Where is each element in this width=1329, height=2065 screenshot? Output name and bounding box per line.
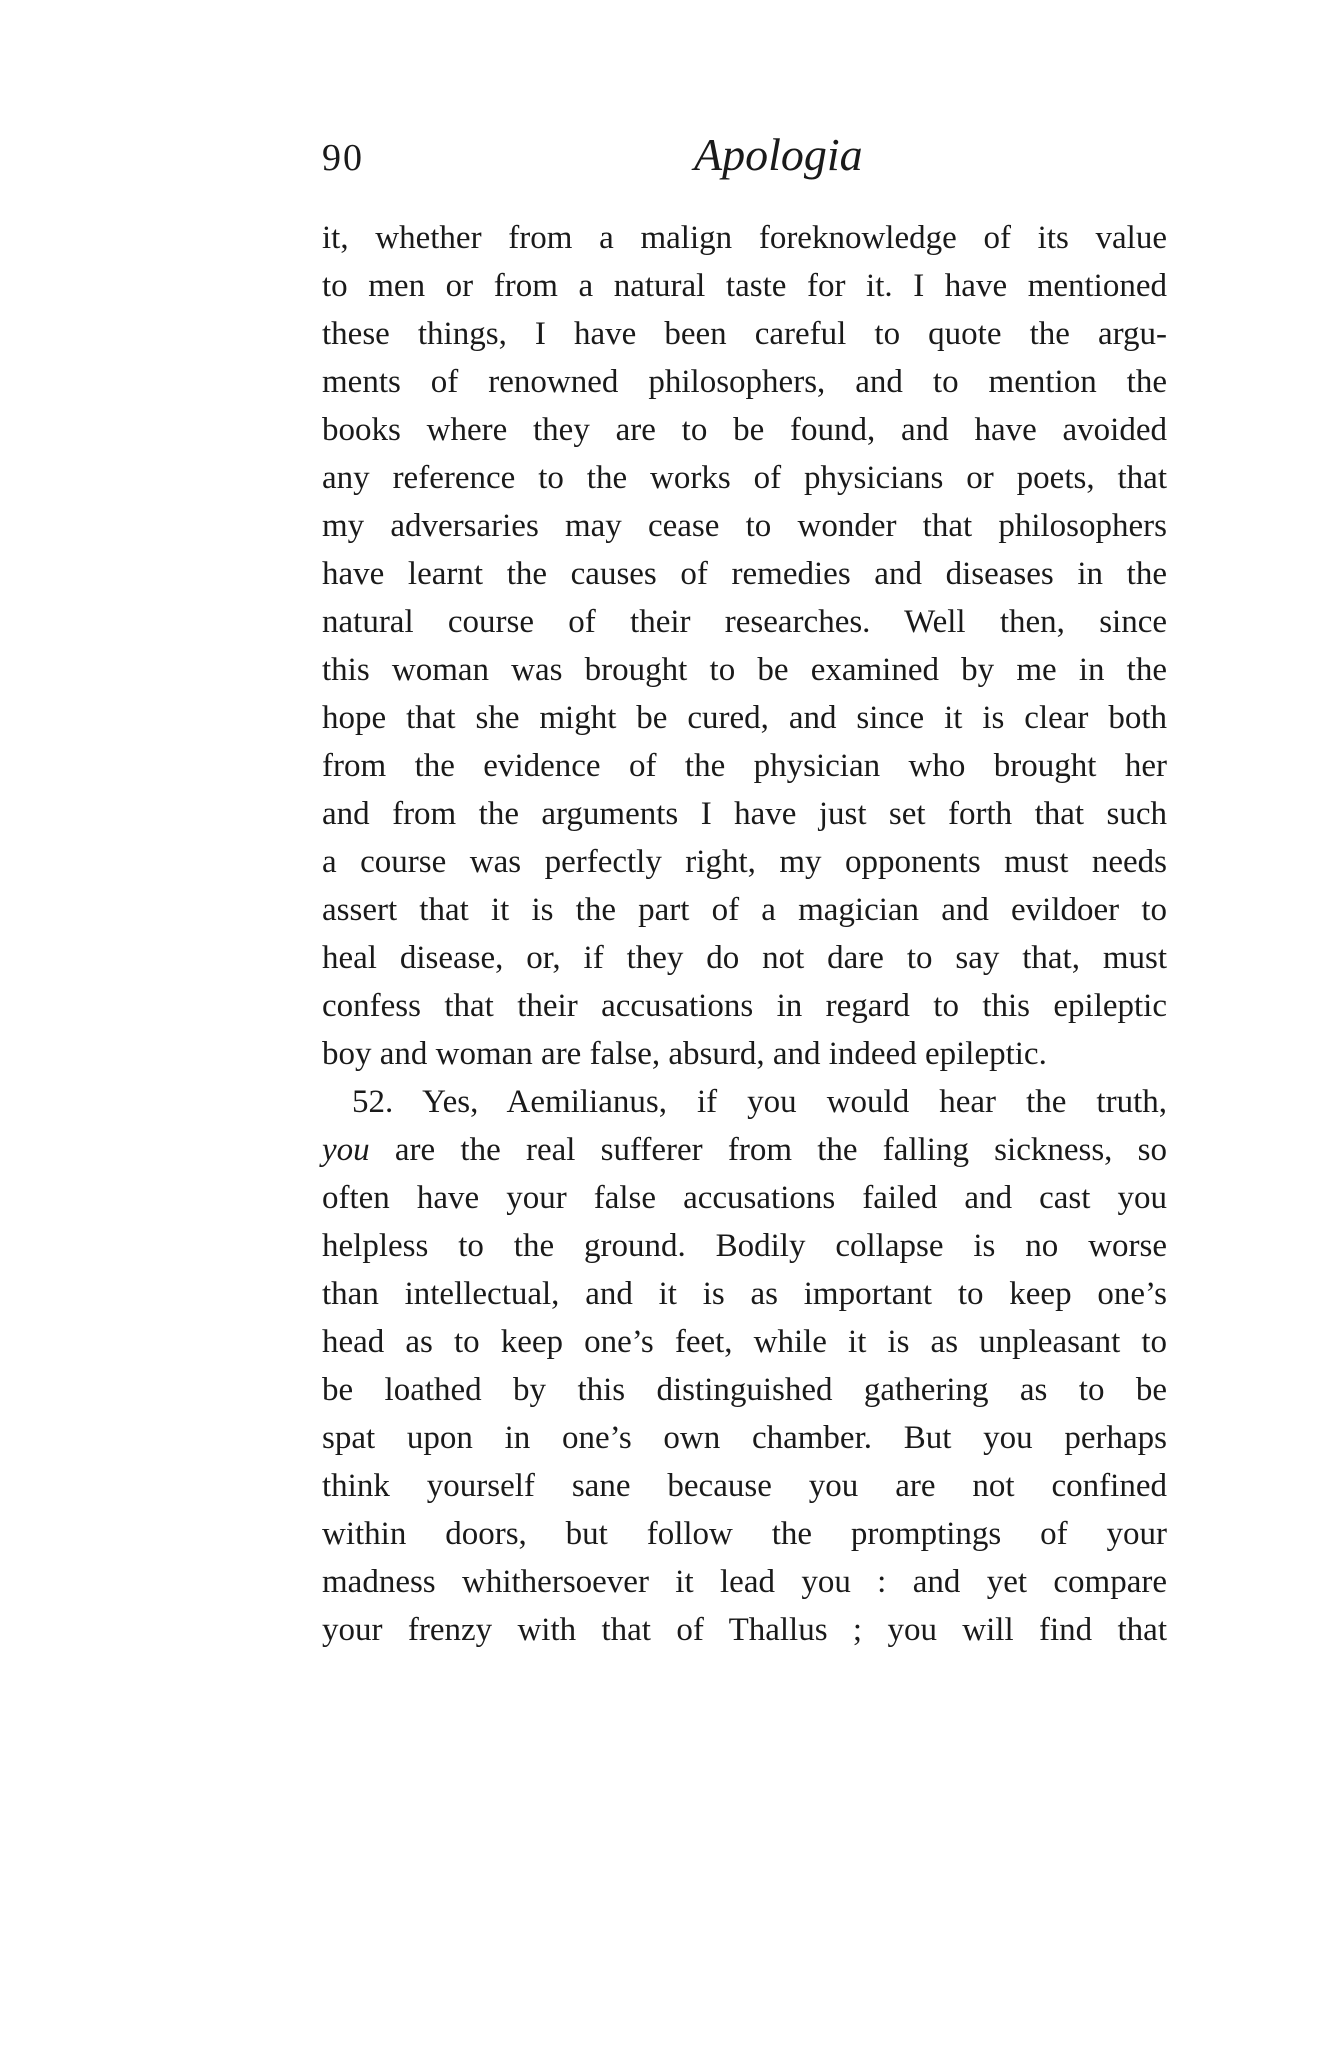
text-line-rest: are the real sufferer from the falling sickness, so <box>394 1132 1167 1168</box>
text-line: often have your false accusations failed and cast you <box>322 1180 1167 1216</box>
text-line: to men or from a natural taste for it. I have mentioned <box>322 268 1167 304</box>
text-line: heal disease, or, if they do not dare to say that, must <box>322 940 1167 976</box>
text-line: a course was perfectly right, my opponents must needs <box>322 844 1167 880</box>
text-line: than intellectual, and it is as important to keep one’s <box>322 1276 1167 1312</box>
text-line: think yourself sane because you are not confined <box>322 1468 1167 1504</box>
text-line: from the evidence of the physician who brought her <box>322 748 1167 784</box>
text-line: these things, I have been careful to quote the argu- <box>322 316 1167 352</box>
text-line: any reference to the works of physicians or poets, that <box>322 460 1167 496</box>
text-line: and from the arguments I have just set forth that such <box>322 796 1167 832</box>
text-line: hope that she might be cured, and since it is clear both <box>322 700 1167 736</box>
text-line: within doors, but follow the promptings of your <box>322 1516 1167 1552</box>
text-line: head as to keep one’s feet, while it is as unpleasant to <box>322 1324 1167 1360</box>
text-line: it, whether from a malign foreknowledge of its value <box>322 220 1167 256</box>
text-line: be loathed by this distinguished gathering as to be <box>322 1372 1167 1408</box>
text-line: confess that their accusations in regard to this epileptic <box>322 988 1167 1024</box>
text-line: ments of renowned philosophers, and to mention the <box>322 364 1167 400</box>
italic-word: you <box>322 1132 370 1168</box>
text-line: assert that it is the part of a magician and evildoer to <box>322 892 1167 928</box>
text-line: have learnt the causes of remedies and diseases in the <box>322 556 1167 592</box>
page-number: 90 <box>322 137 364 179</box>
text-line: madness whithersoever it lead you : and yet compare <box>322 1564 1167 1600</box>
text-line: my adversaries may cease to wonder that philosophers <box>322 508 1167 544</box>
text-line: books where they are to be found, and have avoided <box>322 412 1167 448</box>
body-text <box>322 214 1167 1654</box>
text-line: your frenzy with that of Thallus ; you will find that <box>322 1612 1167 1648</box>
section-start-line: 52. Yes, Aemilianus, if you would hear the truth, <box>352 1084 1167 1120</box>
running-title: Apologia <box>694 129 863 180</box>
text-line: natural course of their researches. Well then, since <box>322 604 1167 640</box>
text-line: helpless to the ground. Bodily collapse is no worse <box>322 1228 1167 1264</box>
running-head <box>322 128 1167 188</box>
text-line: spat upon in one’s own chamber. But you perhaps <box>322 1420 1167 1456</box>
text-line-with-italic <box>322 1126 1167 1174</box>
text-line: boy and woman are false, absurd, and indeed epileptic. <box>322 1036 1047 1072</box>
text-line: this woman was brought to be examined by me in the <box>322 652 1167 688</box>
